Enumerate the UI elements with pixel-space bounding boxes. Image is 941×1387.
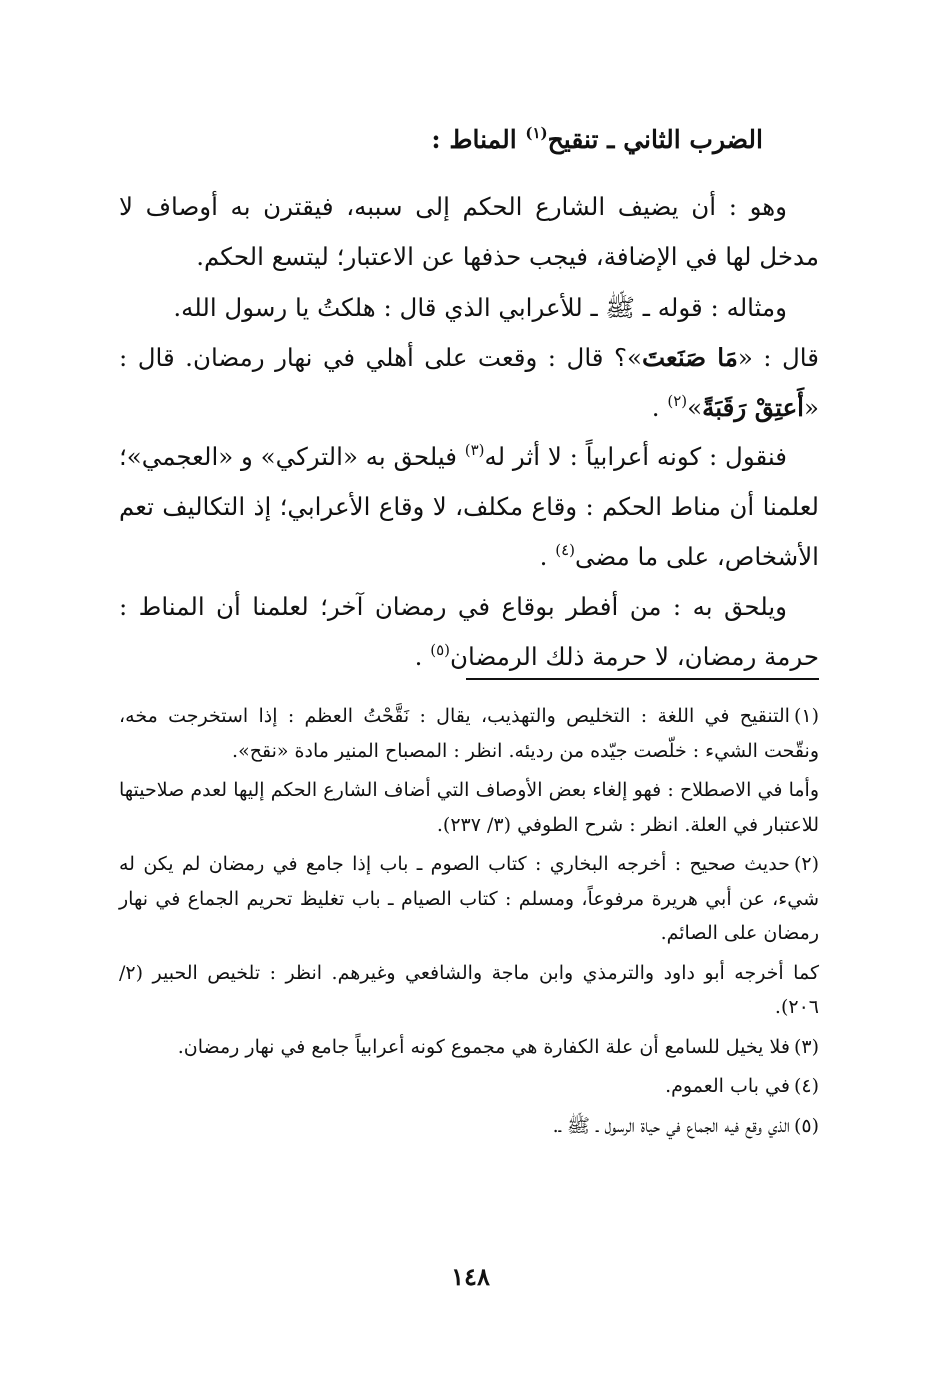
definition-paragraph — [119, 182, 819, 282]
example-line-1: ومثاله : قوله ـ ﷺ ـ للأعرابي الذي قال : هلكتُ يا رسول الله. — [173, 293, 787, 322]
footnote-3 — [119, 1030, 819, 1065]
footnote-1 — [119, 699, 819, 768]
footnote-ref-2: (٢) — [667, 392, 688, 410]
footnote-number: (٥) — [793, 1114, 819, 1137]
example-text: قال : « — [737, 343, 819, 372]
section-heading — [431, 120, 763, 160]
footnote-text: حديث صحيح : أخرجه البخاري : كتاب الصوم ـ باب إذا جامع في رمضان لم يكن له شيء، عن أبي هريرة مرفوعاً، ومسلم : كتاب الصيام ـ باب تغليظ تحريم الجماع في نهار رمضان على الصائم. — [119, 853, 819, 944]
extension-tail: . — [414, 642, 431, 671]
footnote-text: التنقيح في اللغة : التخليص والتهذيب، يقال : نَقَّحْتُ العظم : إذا استخرجت مخه، ونقّحت الشيء : خلّصت جيّده من رديئه. انظر : المصباح المنير مادة «نقح». — [119, 705, 819, 762]
footnote-ref-1: (١) — [525, 124, 548, 142]
footnote-number: (٣) — [793, 1035, 819, 1058]
footnote-ref-5: (٥) — [430, 641, 451, 659]
definition-text: وهو : أن يضيف الشارع الحكم إلى سببه، فيقترن به أوصاف لا مدخل لها في الإضافة، فيجب حذفها عن الاعتبار؛ ليتسع الحكم. — [119, 192, 819, 271]
analysis-part-2: فيلحق به «التركي» و «العجمي»؛ لعلمنا أن مناط الحكم : وقاع مكلف، لا وقاع الأعرابي؛ إذ التكاليف تعم الأشخاص، على ما مضى — [119, 442, 819, 571]
page-number: ١٤٨ — [451, 1262, 490, 1291]
heading-text-end: المناط : — [431, 125, 526, 154]
footnote-text: الذي وقع فيه الجماع في حياة الرسول ـ ﷺ ـ. — [552, 1114, 790, 1137]
extension-part-1: ويلحق به : من أفطر بوقاع في رمضان آخر؛ لعلمنا أن المناط : حرمة رمضان، لا حرمة ذلك الرمضان — [119, 592, 819, 671]
example-quote-close: » — [687, 393, 703, 422]
extension-paragraph — [119, 582, 819, 682]
footnote-number: (٢) — [793, 853, 819, 875]
footnote-separator — [466, 678, 819, 680]
example-text-mid: »؟ قال : وقعت على أهلي في نهار رمضان. قال : « — [119, 343, 819, 422]
example-line-2 — [119, 333, 819, 433]
footnote-5 — [119, 1109, 819, 1144]
example-tail: . — [651, 393, 668, 422]
footnote-text: في باب العموم. — [665, 1075, 790, 1097]
footnote-number: (٤) — [793, 1075, 819, 1097]
extension-text — [119, 582, 819, 682]
analysis-tail: . — [539, 542, 556, 571]
footnote-ref-4: (٤) — [555, 541, 575, 559]
analysis-part-1: فنقول : كونه أعرابياً : لا أثر له — [484, 442, 787, 471]
footnote-2-continuation: كما أخرجه أبو داود والترمذي وابن ماجة والشافعي وغيرهم. انظر : تلخيص الحبير (٢/ ٢٠٦). — [119, 961, 819, 1018]
hadith-quote-question: مَا صَنَعتَ — [641, 343, 738, 372]
footnote-number: (١) — [793, 705, 819, 727]
footnotes-section — [119, 699, 819, 1148]
footnote-2 — [119, 847, 819, 951]
example-paragraph — [119, 283, 819, 433]
hadith-quote-answer: أَعتِقْ رَقَبَةً — [702, 393, 804, 422]
footnote-text: فلا يخيل للسامع أن علة الكفارة هي مجموع كونه أعرابياً جامع في نهار رمضان. — [177, 1035, 790, 1058]
footnote-1-continuation: وأما في الاصطلاح : فهو إلغاء بعض الأوصاف التي أضاف الشارع الحكم إليها لعدم صلاحيتها للاعتبار في العلة. انظر : شرح الطوفي (٣/ ٢٣٧). — [119, 779, 819, 836]
footnote-4 — [119, 1069, 819, 1104]
analysis-paragraph — [119, 432, 819, 582]
heading-text: الضرب الثاني ـ تنقيح — [547, 125, 763, 154]
analysis-text — [119, 432, 819, 582]
footnote-ref-3: (٣) — [464, 441, 485, 459]
